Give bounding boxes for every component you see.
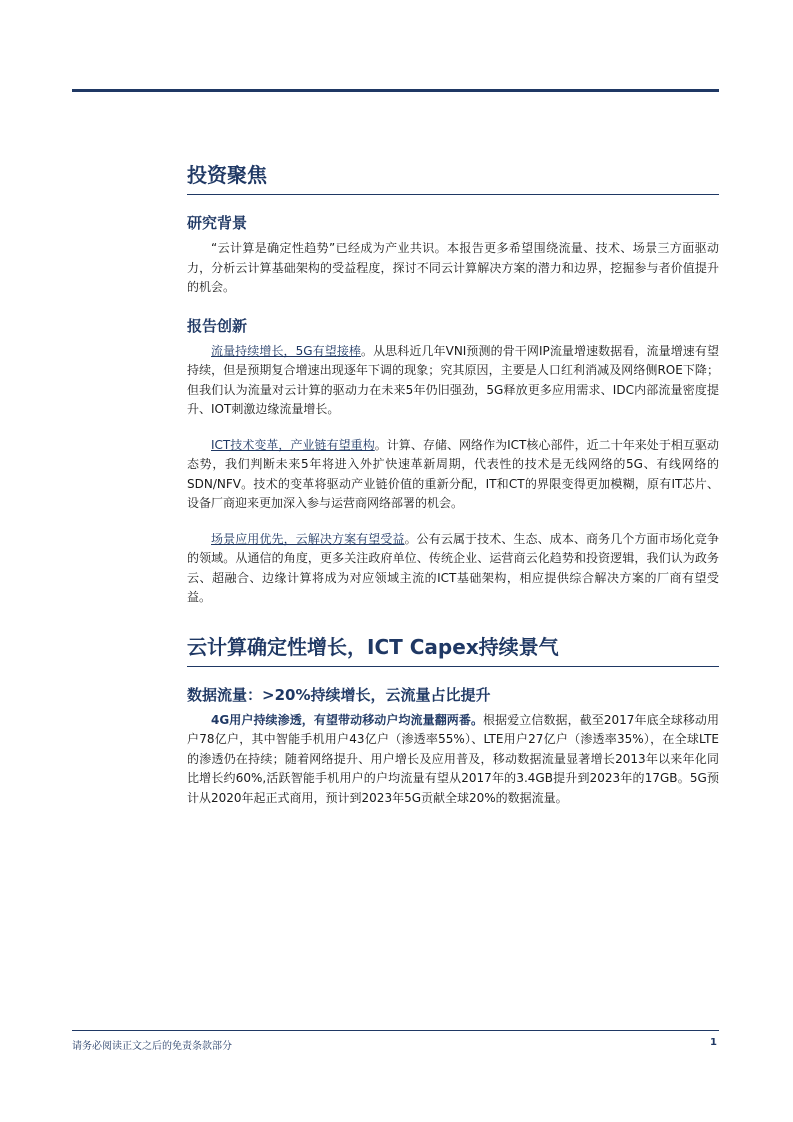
paragraph-lead: 流量持续增长，5G有望接棒 bbox=[211, 343, 361, 358]
subsection-title: 研究背景 bbox=[187, 214, 248, 232]
paragraph: 场景应用优先，云解决方案有望受益。公有云属于技术、生态、成本、商务几个方面市场化竞争的领域。从通信的角度，更多关注政府单位、传统企业、运营商云化趋势和投资逻辑，我们认为政务云、超融合、边缘计算将成为对应领域主流的ICT基础架构，相应提供综合解决方案的厂商有望受益。 bbox=[187, 531, 719, 604]
section-title: 云计算确定性增长，ICT Capex持续景气 bbox=[187, 634, 559, 659]
footer-disclaimer: 请务必阅读正文之后的免责条款部分 bbox=[72, 1041, 232, 1052]
subsection-title: 报告创新 bbox=[187, 316, 248, 335]
page-number: 1 bbox=[710, 1037, 717, 1048]
section-title-rule bbox=[187, 666, 719, 667]
paragraph: 流量持续增长，5G有望接棒。从思科近几年VNI预测的骨干网IP流量增速数据看，流量增速有望持续，但是预期复合增速出现逐年下调的现象；究其原因，主要是人口红利消减及网络侧ROE下降；但我们认为流量对云计算的驱动力在未来5年仍旧强劲，5G释放更多应用需求、IDC内部流量密度提升、IOT刺激边缘流量增长。 bbox=[187, 343, 719, 416]
paragraph-lead: 场景应用优先，云解决方案有望受益 bbox=[211, 531, 405, 546]
section-investment-focus bbox=[187, 158, 719, 608]
paragraph: 4G用户持续渗透，有望带动移动户均流量翻两番。根据爱立信数据，截至2017年底全球移动用户78亿户，其中智能手机用户43亿户（渗透率55%）、LTE用户27亿户（渗透率35%），在全球LTE的渗透仍在持续；随着网络提升、用户增长及应用普及，移动数据流量显著增长2013年以来年化同比增长约60%,活跃智能手机用户的户均流量有望从2017年的3.4GB提升到2023年的17GB。5G预计从2020年起正式商用，预计到2023年5G贡献全球20%的数据流量。 bbox=[187, 712, 720, 805]
header-rule bbox=[72, 89, 719, 92]
paragraph-lead: 4G用户持续渗透，有望带动移动户均流量翻两番。 bbox=[211, 712, 484, 727]
section-title: 投资聚焦 bbox=[187, 163, 267, 187]
section-title-rule bbox=[187, 194, 719, 195]
footer-rule bbox=[72, 1030, 719, 1031]
paragraph-lead: ICT技术变革，产业链有望重构 bbox=[211, 437, 375, 452]
section-cloud-growth bbox=[187, 630, 719, 809]
subsection-title: 数据流量：>20%持续增长，云流量占比提升 bbox=[187, 685, 491, 704]
paragraph: “云计算是确定性趋势”已经成为产业共识。本报告更多希望围绕流量、技术、场景三方面驱动力，分析云计算基础架构的受益程度，探讨不同云计算解决方案的潜力和边界，挖掘参与者价值提升的机会。 bbox=[187, 241, 719, 294]
paragraph: ICT技术变革，产业链有望重构。计算、存储、网络作为ICT核心部件，近二十年来处于相互驱动态势，我们判断未来5年将进入外扩快速革新周期，代表性的技术是无线网络的5G、有线网络的SDN/NFV。技术的变革将驱动产业链价值的重新分配，IT和CT的界限变得更加模糊，原有IT芯片、设备厂商迎来更加深入参与运营商网络部署的机会。 bbox=[187, 437, 719, 510]
document-body bbox=[187, 158, 719, 808]
